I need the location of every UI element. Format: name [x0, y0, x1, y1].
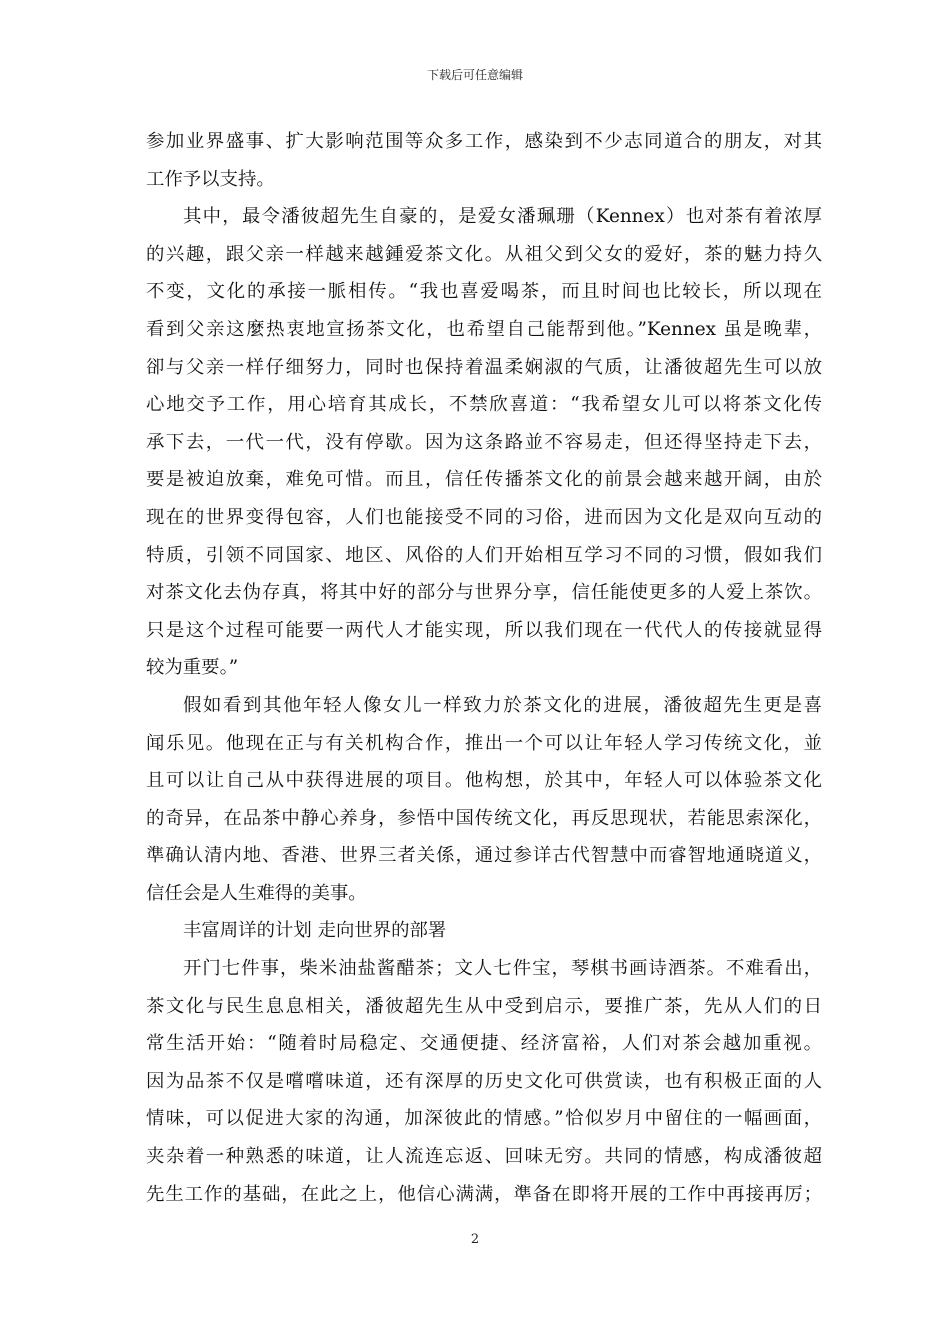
text-line: 心地交予工作，用心培育其成长，不禁欣喜道：“我希望女儿可以将茶文化传: [146, 394, 822, 416]
section-heading: 丰富周详的计划 走向世界的部署: [183, 920, 447, 942]
text-line: 的奇异，在品茶中静心养身，参悟中国传统文化，再反思现状，若能思索深化，: [146, 807, 822, 829]
text-line: 假如看到其他年轻人像女儿一样致力於茶文化的进展，潘彼超先生更是喜: [183, 694, 822, 716]
text-line: 开门七件事，柴米油盐酱醋茶；文人七件宝，琴棋书画诗酒茶。不难看出，: [183, 958, 822, 980]
text-line: 闻乐见。他现在正与有关机构合作，推出一个可以让年轻人学习传统文化，並: [146, 732, 822, 754]
text-line: 情味，可以促进大家的沟通，加深彼此的情感。”恰似岁月中留住的一幅画面，: [146, 1108, 822, 1130]
text-line: 对茶文化去伪存真，将其中好的部分与世界分享，信任能使更多的人爱上茶饮。: [146, 582, 822, 604]
text-line: 的兴趣，跟父亲一样越来越鍾爱茶文化。从祖父到父女的爱好，茶的魅力持久: [146, 243, 822, 265]
text-line: 夹杂着一种熟悉的味道，让人流连忘返、回味无穷。共同的情感，构成潘彼超: [146, 1146, 822, 1168]
text-line: 其中，最令潘彼超先生自豪的，是爱女潘珮珊（Kennex）也对茶有着浓厚: [183, 206, 822, 228]
text-line: 工作予以支持。: [146, 168, 275, 190]
text-line: 茶文化与民生息息相关，潘彼超先生从中受到启示，要推广茶，先从人们的日: [146, 995, 822, 1017]
text-line: 现在的世界变得包容，人们也能接受不同的习俗，进而因为文化是双向互动的: [146, 506, 822, 528]
text-line: 较为重要。”: [146, 657, 239, 679]
text-line: 卻与父亲一样仔细努力，同时也保持着温柔娴淑的气质，让潘彼超先生可以放: [146, 356, 822, 378]
text-line: 看到父亲这麼热衷地宣扬茶文化，也希望自己能帮到他。”Kennex 虽是晚辈，: [146, 318, 822, 340]
page-header: 下载后可任意编辑: [426, 68, 523, 82]
text-line: 不变，文化的承接一脈相传。“我也喜爱喝茶，而且时间也比较长，所以现在: [146, 281, 822, 303]
text-line: 準确认清内地、香港、世界三者关係，通过参详古代智慧中而睿智地通晓道义，: [146, 845, 822, 867]
text-line: 且可以让自己从中获得进展的项目。他构想，於其中，年轻人可以体验茶文化: [146, 770, 822, 792]
text-line: 因为品茶不仅是嚐嚐味道，还有深厚的历史文化可供赏读，也有积极正面的人: [146, 1070, 822, 1092]
text-line: 只是这个过程可能要一两代人才能实现，所以我们现在一代代人的传接就显得: [146, 619, 822, 641]
text-line: 常生活开始：“随着时局稳定、交通便捷、经济富裕，人们对茶会越加重视。: [146, 1033, 822, 1055]
text-line: 特质，引领不同国家、地区、风俗的人们开始相互学习不同的习惯，假如我们: [146, 544, 822, 566]
text-line: 先生工作的基础，在此之上，他信心满满，準备在即将开展的工作中再接再厉；: [146, 1183, 822, 1205]
body-text: [146, 123, 822, 1213]
text-line: 参加业界盛事、扩大影响范围等众多工作，感染到不少志同道合的朋友，对其: [146, 131, 822, 152]
text-line: 要是被迫放棄，难免可惜。而且，信任传播茶文化的前景会越来越开阔，由於: [146, 469, 822, 491]
text-line: 信任会是人生难得的美事。: [146, 882, 367, 904]
page-number: 2: [470, 1232, 480, 1247]
text-line: 承下去，一代一代，没有停歇。因为这条路並不容易走，但还得坚持走下去，: [146, 431, 822, 453]
